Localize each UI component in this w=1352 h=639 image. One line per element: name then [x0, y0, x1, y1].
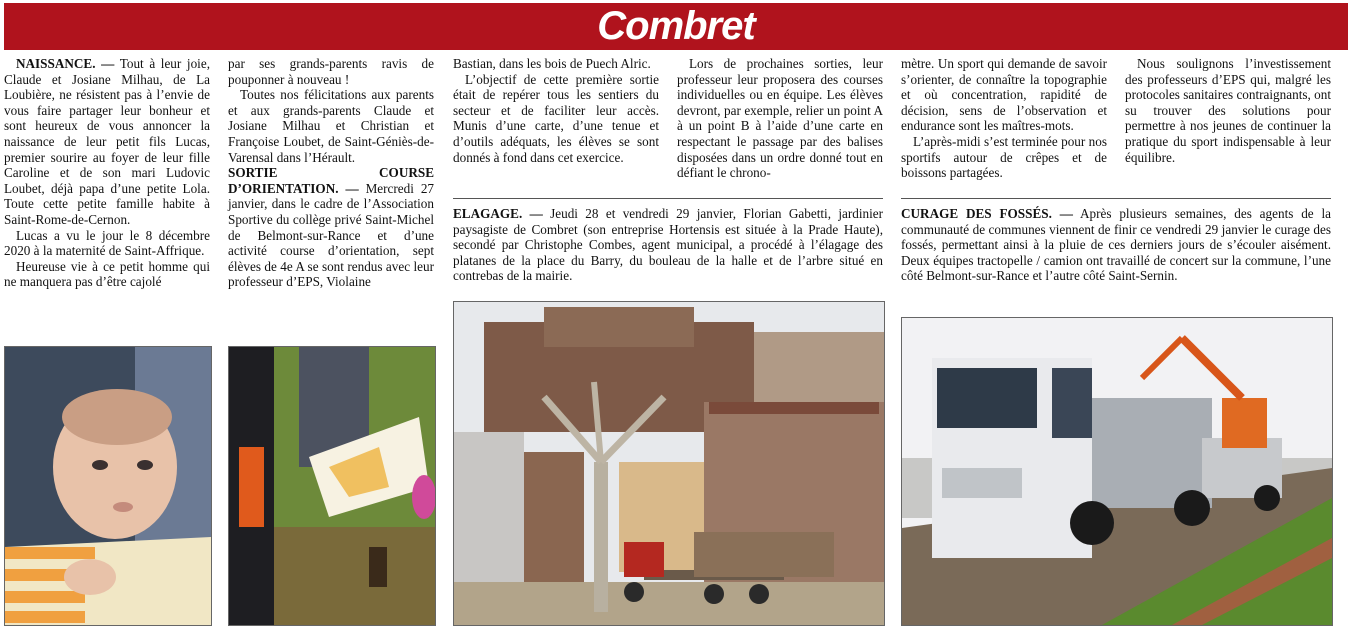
naissance-congrats: Toutes nos félicitations aux parents et aux grands-parents Claude et Josiane Milhau et Christian et Françoise Loubet, de Saint-Géniès-de-Varensal dans l’Hérault. [228, 87, 434, 165]
elagage-text: Jeudi 28 et vendredi 29 janvier, Florian Gabetti, jardinier paysagiste de Combret (son entreprise Hortensis est située à la Prade Haute), secondé par Christophe Combes, agent municipal, a procédé à l’élagage des platanes de la place du Barry, du bouleau de la halle et de l’arbre situé en contrebas de la mairie. [453, 206, 883, 284]
column-5 [901, 56, 1107, 181]
section-title: Combret [597, 4, 755, 48]
divider [901, 198, 1331, 199]
orientation-next: Lors de prochaines sorties, leur professeur leur proposera des courses individuelles ou en équipe. Les élèves devront, par exemple, relier un point A à un point B à l’aide d’une carte en respectant le passage par des balises disposées dans un ordre donné tout en défiant le chrono- [677, 56, 883, 181]
orientation-photo [228, 346, 436, 626]
column-4 [677, 56, 883, 181]
column-1 [4, 56, 210, 290]
curage-text: Après plusieurs semaines, des agents de la communauté de communes viennent de finir ce vendredi 29 janvier le curage des fossés, permettant ainsi à la pluie de ces derniers jours de s’écouler aisément. Deux équipes tractopelle / camion ont travaillé de concert sur la commune, l’une côté Belmont-sur-Rance et l’autre côté Saint-Sernin. [901, 206, 1331, 284]
orientation-thanks: Nous soulignons l’investissement des professeurs d’EPS qui, malgré les protocoles sanitaires contraignants, ont su trouver des solutions pour permettre à nos jeunes de continuer la pratique du sport indispensable à leur équilibre. [1125, 56, 1331, 165]
curage-heading: CURAGE DES FOSSÉS. — [901, 206, 1073, 221]
naissance-text: Tout à leur joie, Claude et Josiane Milhau, de La Loubière, ne résistent pas à l’envie de vous faire partager leur bonheur et sont heureux de vous annoncer la naissance de leur petit fils Lucas, premier sourire au foyer de leur fille Caroline et de son mari Ludovic Loubet, déjà papa d’une petite Lola. Toute cette petite famille habite à Saint-Rome-de-Cernon. [4, 56, 210, 227]
orientation-cont: Bastian, dans les bois de Puech Alric. [453, 56, 651, 71]
curage-article [901, 206, 1331, 284]
elagage-article [453, 206, 883, 284]
section-banner [4, 3, 1348, 50]
column-2 [228, 56, 434, 290]
orientation-heading: SORTIE COURSE D’ORIENTATION. — [228, 165, 434, 196]
orientation-sport: mètre. Un sport qui demande de savoir s’orienter, de connaître la topographie et où concentration, rapidité de décision, sens de l’observation et endurance sont les maîtres-mots. [901, 56, 1107, 134]
column-6 [1125, 56, 1331, 165]
orientation-afternoon: L’après-midi s’est terminée pour nos sportifs autour de crêpes et de boissons partagées. [901, 133, 1107, 181]
naissance-wishes-cont: par ses grands-parents ravis de pouponner à nouveau ! [228, 56, 434, 87]
village-photo [453, 301, 885, 626]
naissance-paragraph [4, 56, 210, 228]
orientation-text: Mercredi 27 janvier, dans le cadre de l’Association Sportive du collège privé Saint-Michel de Belmont-sur-Rance et d’une activité course d’orientation, sept élèves de 4e A se sont rendus avec leur professeur d’EPS, Violaine [228, 180, 435, 290]
truck-photo [901, 317, 1333, 626]
naissance-wishes: Heureuse vie à ce petit homme qui ne manquera pas d’être cajolé [4, 258, 210, 290]
baby-photo [4, 346, 212, 626]
naissance-birth-date: Lucas a vu le jour le 8 décembre 2020 à la maternité de Saint-Affrique. [4, 227, 210, 259]
orientation-objective: L’objectif de cette première sortie était de repérer tous les sentiers du secteur et de faciliter leur accès. Munis d’une carte, d’une tenue et d’outils adéquats, les élèves se sont donnés à fond dans cet exercice. [453, 71, 659, 165]
divider [453, 198, 883, 199]
naissance-heading: NAISSANCE. — [16, 56, 115, 71]
elagage-heading: ELAGAGE. — [453, 206, 543, 221]
orientation-paragraph [228, 165, 434, 290]
column-3 [453, 56, 659, 165]
